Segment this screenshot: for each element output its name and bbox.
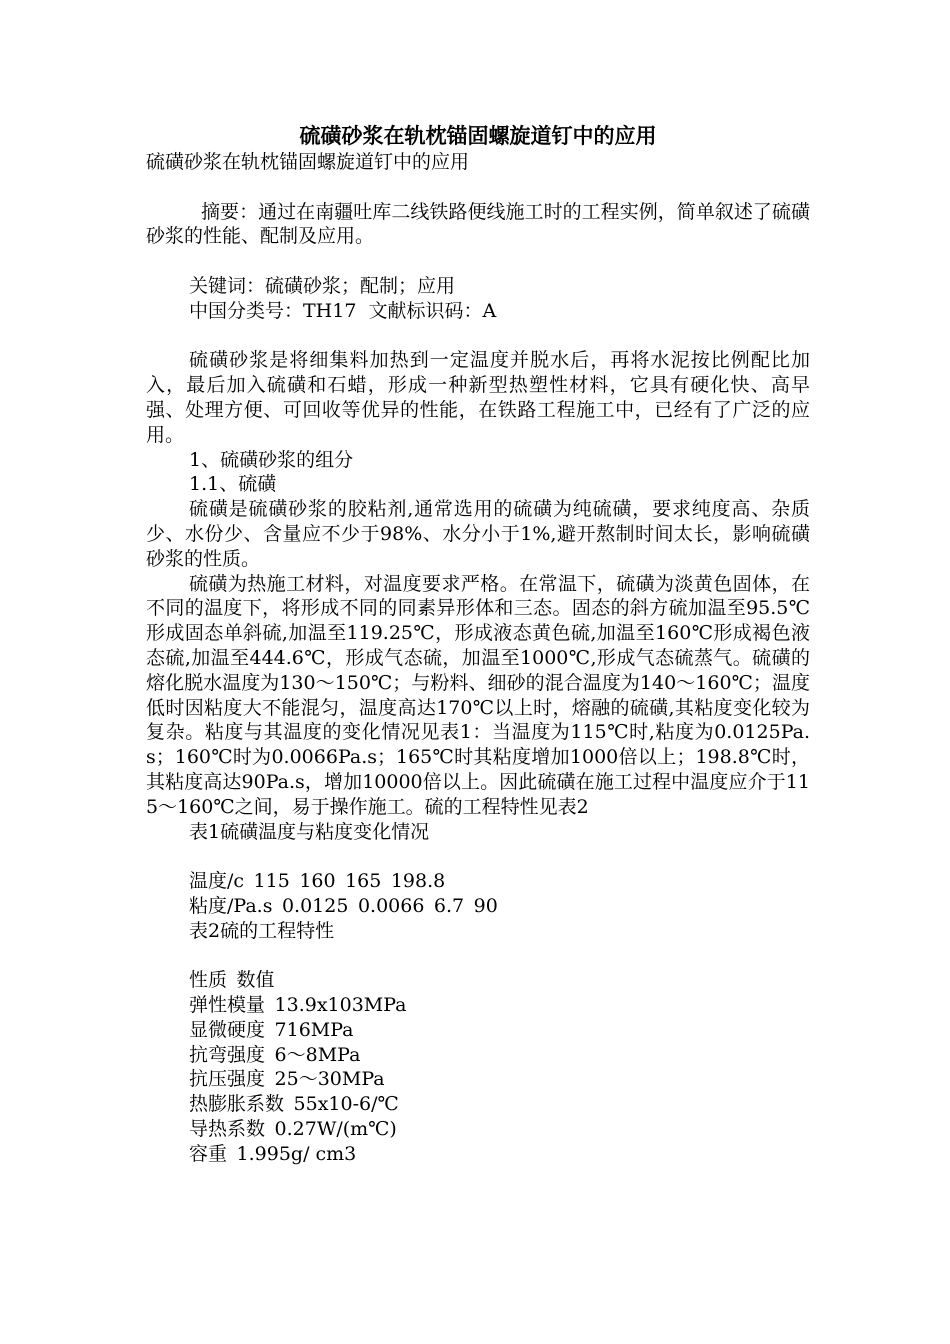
spacer: [146, 944, 810, 969]
table-cell: 抗压强度: [189, 1068, 266, 1091]
table-row: [146, 1142, 810, 1167]
classification-line: 中国分类号：TH17 文献标识码：A: [189, 299, 497, 322]
document-subtitle: 硫磺砂浆在轨枕锚固螺旋道钉中的应用: [146, 151, 470, 173]
table-header-cell: 数值: [236, 969, 275, 992]
table-cell: 显微硬度: [189, 1018, 266, 1041]
table-cell: 55x10-6/℃: [293, 1093, 399, 1116]
table-cell: 716MPa: [274, 1018, 354, 1041]
sulfur-paragraph-1: 硫磺是硫磺砂浆的胶粘剂,通常选用的硫磺为纯硫磺，要求纯度高、杂质少、水份少、含量应不少于98%、水分小于1%,避开熬制时间太长，影响硫磺砂浆的性质。: [146, 498, 810, 570]
table-cell: 6.7: [433, 894, 465, 917]
spacer: [146, 324, 810, 349]
table-cell: 160: [299, 870, 336, 893]
table-row: [146, 1018, 810, 1043]
table-cell: 容重: [189, 1142, 228, 1165]
table-row: [146, 1067, 810, 1092]
table-row-label: 温度/c: [189, 870, 245, 893]
table-row-label: 粘度/Pa.s: [189, 894, 273, 917]
table-cell: 6～8MPa: [274, 1043, 361, 1066]
table-cell: 198.8: [390, 870, 446, 893]
table-cell: 抗弯强度: [189, 1043, 266, 1066]
table-header-cell: 性质: [189, 969, 228, 992]
table-cell: 导热系数: [189, 1118, 266, 1141]
table-row: [146, 1092, 810, 1117]
table-row: [146, 894, 810, 919]
document-title: 硫磺砂浆在轨枕锚固螺旋道钉中的应用: [299, 123, 657, 148]
table1-caption: 表1硫磺温度与粘度变化情况: [189, 820, 430, 843]
table-row: [146, 993, 810, 1018]
table-cell: 1.995g/ cm3: [236, 1142, 357, 1165]
table-cell: 25～30MPa: [274, 1068, 385, 1091]
section-heading-1-1: 1.1、硫磺: [189, 473, 277, 496]
table-cell: 0.27W/(m℃): [274, 1118, 397, 1141]
table-row: [146, 1117, 810, 1142]
table-row: [146, 869, 810, 894]
table-cell: 115: [253, 870, 290, 893]
table-cell: 165: [345, 870, 382, 893]
table-cell: 13.9x103MPa: [274, 994, 407, 1017]
table-cell: 0.0066: [357, 894, 425, 917]
table-header-row: [146, 968, 810, 993]
table-row: [146, 1043, 810, 1068]
table2: [146, 968, 810, 1166]
table2-caption: 表2硫的工程特性: [189, 919, 335, 942]
abstract-paragraph: 摘要：通过在南疆吐库二线铁路便线施工时的工程实例，简单叙述了硫磺砂浆的性能、配制及应用。: [146, 200, 810, 248]
table-cell: 热膨胀系数: [189, 1093, 285, 1116]
keywords-line: 关键词：硫磺砂浆；配制；应用: [189, 274, 456, 297]
sulfur-paragraph-2: 硫磺为热施工材料，对温度要求严格。在常温下，硫磺为淡黄色固体，在不同的温度下，将形成不同的同素异形体和三态。固态的斜方硫加温至95.5℃形成固态单斜硫,加温至119.25℃，形成液态黄色硫,加温至160℃形成褐色液态硫,加温至444.6℃，形成气态硫，加温至1000℃,形成气态硫蒸气。硫磺的熔化脱水温度为130～150℃；与粉料、细砂的混合温度为140～160℃；温度低时因粘度大不能混匀，温度高达170℃以上时，熔融的硫磺,其粘度变化较为复杂。粘度与其温度的变化情况见表1：当温度为115℃时,粘度为0.0125Pa.s；160℃时为0.0066Pa.s；165℃时其粘度增加1000倍以上；198.8℃时，其粘度高达90Pa.s，增加10000倍以上。因此硫磺在施工过程中温度应介于115～160℃之间，易于操作施工。硫的工程特性见表2: [146, 572, 810, 818]
document-page: [146, 122, 810, 1167]
table-cell: 弹性模量: [189, 994, 266, 1017]
spacer: [146, 249, 810, 274]
spacer: [146, 175, 810, 200]
table1: [146, 869, 810, 919]
table-cell: 0.0125: [281, 894, 349, 917]
table-cell: 90: [473, 894, 498, 917]
section-heading-1: 1、硫磺砂浆的组分: [189, 448, 354, 471]
spacer: [146, 844, 810, 869]
intro-paragraph: 硫磺砂浆是将细集料加热到一定温度并脱水后，再将水泥按比例配比加入，最后加入硫磺和石蜡，形成一种新型热塑性材料，它具有硬化快、高早强、处理方便、可回收等优异的性能，在铁路工程施工中，已经有了广泛的应用。: [146, 349, 810, 446]
